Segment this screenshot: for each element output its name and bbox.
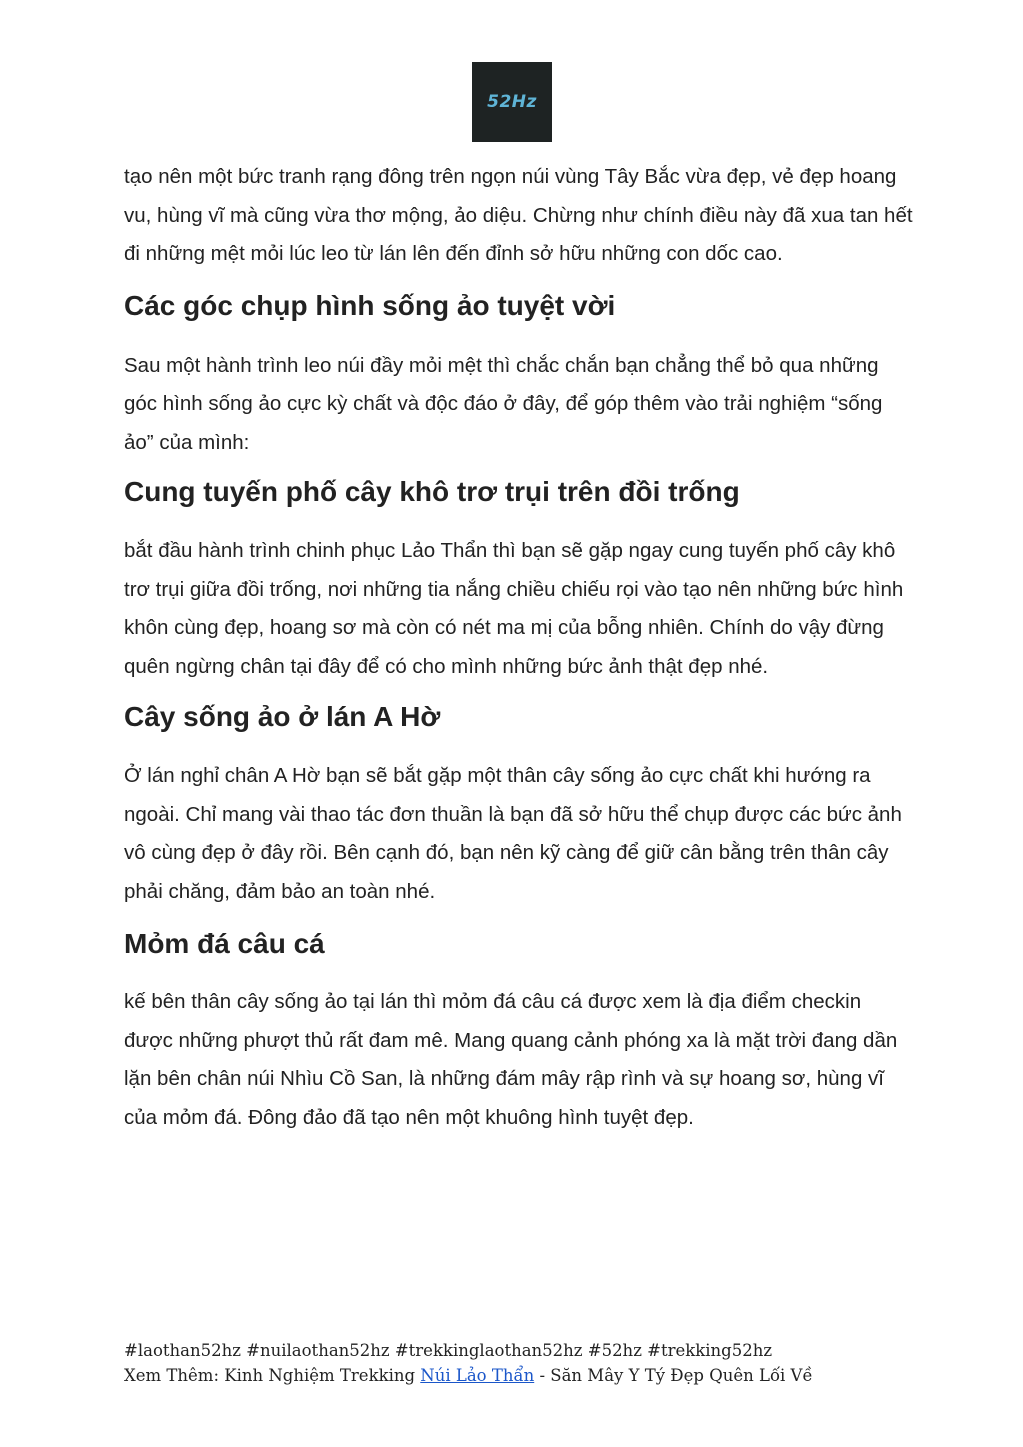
logo-text: 52Hz <box>487 92 537 112</box>
footer-prefix: Xem Thêm: Kinh Nghiệm Trekking <box>124 1366 421 1385</box>
footer-see-more <box>124 1363 924 1388</box>
paragraph-photo-spots: Sau một hành trình leo núi đầy mỏi mệt thì chắc chắn bạn chẳng thể bỏ qua những góc hình sống ảo cực kỳ chất và độc đáo ở đây, để góp thêm vào trải nghiệm “sống ảo” của mình: <box>124 353 883 454</box>
logo-52hz <box>472 62 552 142</box>
paragraph-a-ho-tree: Ở lán nghỉ chân A Hờ bạn sẽ bắt gặp một thân cây sống ảo cực chất khi hướng ra ngoài. Chỉ mang vài thao tác đơn thuần là bạn đã sở hữu thể chụp được các bức ảnh vô cùng đẹp ở đây rồi. Bên cạnh đó, bạn nên kỹ càng để giữ cân bằng trên thân cây phải chăng, đảm bảo an toàn nhé. <box>124 764 902 903</box>
footer-hashtags: #laothan52hz #nuilaothan52hz #trekkinglaothan52hz #52hz #trekking52hz <box>124 1341 773 1360</box>
footer-suffix: - Săn Mây Y Tý Đẹp Quên Lối Về <box>534 1366 813 1385</box>
paragraph-dry-tree-road: bắt đầu hành trình chinh phục Lảo Thẩn thì bạn sẽ gặp ngay cung tuyến phố cây khô trơ trụi giữa đồi trống, nơi những tia nắng chiều chiếu rọi vào tạo nên những bức hình khôn cùng đẹp, hoang sơ mà còn có nét ma mị của bỗng nhiên. Chính do vậy đừng quên ngừng chân tại đây để có cho mình những bức ảnh thật đẹp nhé. <box>124 539 904 678</box>
heading-fishing-rock: Mỏm đá câu cá <box>124 928 325 959</box>
footer-link-nui-lao-than[interactable]: Núi Lảo Thẩn <box>420 1366 535 1385</box>
footer <box>124 1338 924 1388</box>
heading-a-ho-tree: Cây sống ảo ở lán A Hờ <box>124 701 441 732</box>
paragraph-fishing-rock: kế bên thân cây sống ảo tại lán thì mỏm đá câu cá được xem là địa điểm checkin được những phượt thủ rất đam mê. Mang quang cảnh phóng xa là mặt trời đang dần lặn bên chân núi Nhìu Cồ San, là những đám mây rập rình và sự hoang sơ, hùng vĩ của mỏm đá. Đông đảo đã tạo nên một khuông hình tuyệt đẹp. <box>124 990 898 1129</box>
article-body <box>124 158 914 1137</box>
heading-dry-tree-road: Cung tuyến phố cây khô trơ trụi trên đồi trống <box>124 476 740 507</box>
paragraph-intro: tạo nên một bức tranh rạng đông trên ngọn núi vùng Tây Bắc vừa đẹp, vẻ đẹp hoang vu, hùng vĩ mà cũng vừa thơ mộng, ảo diệu. Chừng như chính điều này đã xua tan hết đi những mệt mỏi lúc leo từ lán lên đến đỉnh sở hữu những con dốc cao. <box>124 165 913 265</box>
heading-photo-spots: Các góc chụp hình sống ảo tuyệt vời <box>124 289 616 321</box>
